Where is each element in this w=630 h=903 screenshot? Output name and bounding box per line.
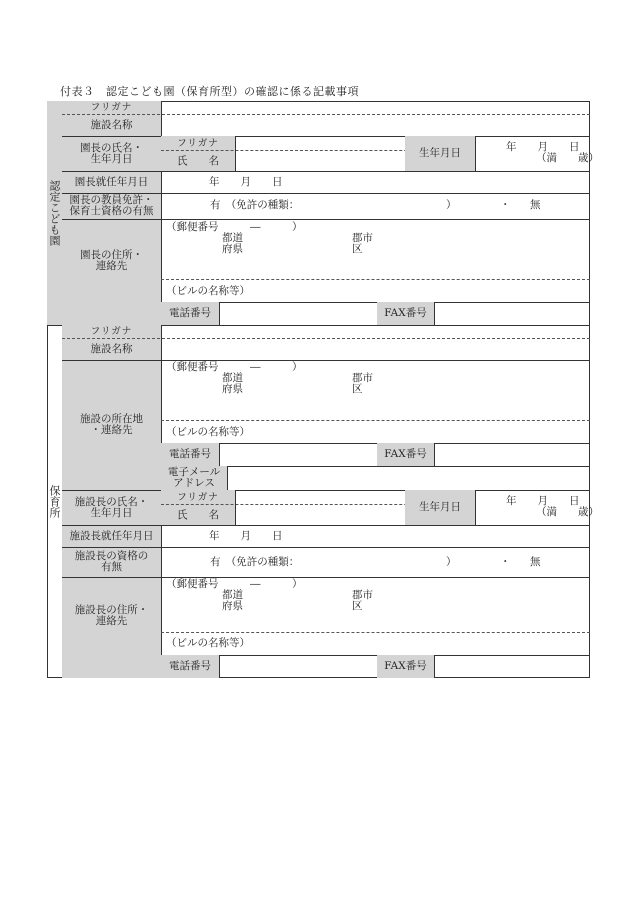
director-address-label: 園長の住所・ 連絡先 <box>80 248 143 272</box>
director-name-input[interactable] <box>235 136 405 171</box>
pref-label: 都道 府県 <box>222 232 243 255</box>
phone-input[interactable] <box>219 655 377 678</box>
phone-label: 電話番号 <box>169 448 211 460</box>
birth-age-text: （満 歳） <box>536 152 599 164</box>
building-label: （ビルの名称等） <box>166 426 250 438</box>
dashed-divider <box>161 420 590 421</box>
furigana-label: フリガナ <box>90 102 133 113</box>
city-label: 郡市 区 <box>352 589 373 612</box>
birth-label: 生年月日 <box>419 147 461 159</box>
fax-input[interactable] <box>434 655 590 678</box>
dashed-divider <box>161 279 590 280</box>
section1-label: 認定こども園 <box>48 180 61 246</box>
facility-name-input[interactable] <box>161 101 590 136</box>
postal-label: （郵便番号 ― ） <box>166 221 303 233</box>
name-sublabel: 氏 名 <box>177 154 219 167</box>
head-license-label: 施設長の資格の 有無 <box>74 550 149 573</box>
license-dot: ・ <box>500 199 511 211</box>
dashed-divider <box>161 632 590 633</box>
pref-label: 都道 府県 <box>222 372 243 395</box>
fax-input[interactable] <box>434 443 590 466</box>
director-start-value: 年 月 日 <box>209 176 283 188</box>
facility-name-label: 施設名称 <box>90 118 133 131</box>
name-sublabel: 氏 名 <box>177 508 219 521</box>
license-no-text: 無 <box>530 556 541 568</box>
license-yes-text: 有 （免許の種類： <box>210 199 300 211</box>
facility-address-label: 施設の所在地 ・連絡先 <box>80 413 143 436</box>
phone-input[interactable] <box>219 443 377 466</box>
license-yes-text: 有 （免許の種類： <box>210 556 300 568</box>
fax-label: FAX番号 <box>384 307 427 319</box>
fax-input[interactable] <box>434 302 590 325</box>
birth-ymd-text: 年 月 日 <box>506 141 580 153</box>
postal-label: （郵便番号 ― ） <box>166 361 303 373</box>
head-address-label: 施設長の住所・ 連絡先 <box>74 604 149 627</box>
birth-age-text: （満 歳） <box>536 506 599 518</box>
fax-label: FAX番号 <box>384 448 427 460</box>
head-start-label: 施設長就任年月日 <box>69 529 154 542</box>
section2-label: 保育所 <box>48 485 61 518</box>
license-no-text: 無 <box>530 199 541 211</box>
pref-label: 都道 府県 <box>222 589 243 612</box>
head-name-input[interactable] <box>235 490 405 525</box>
license-close: ） <box>446 199 457 211</box>
form-title: 付表３ 認定こども園（保育所型）の確認に係る記載事項 <box>60 85 359 98</box>
postal-label: （郵便番号 ― ） <box>166 578 303 590</box>
license-close: ） <box>446 556 457 568</box>
email-label: 電子メール アドレス <box>167 466 221 489</box>
furigana-sublabel: フリガナ <box>177 137 219 149</box>
head-name-birth-label: 施設長の氏名・ 生年月日 <box>74 495 149 519</box>
furigana-sublabel: フリガナ <box>177 491 219 503</box>
director-start-label: 園長就任年月日 <box>74 175 149 188</box>
license-dot: ・ <box>500 556 511 568</box>
director-license-label: 園長の教員免許・ 保育士資格の有無 <box>69 194 154 217</box>
city-label: 郡市 区 <box>352 372 373 395</box>
birth-ymd-text: 年 月 日 <box>506 495 580 507</box>
email-input[interactable] <box>227 466 590 490</box>
phone-input[interactable] <box>219 302 377 325</box>
phone-label: 電話番号 <box>169 660 211 672</box>
head-start-value: 年 月 日 <box>209 530 283 542</box>
facility-name-label: 施設名称 <box>90 342 133 355</box>
furigana-label: フリガナ <box>90 326 133 337</box>
birth-label: 生年月日 <box>419 501 461 513</box>
city-label: 郡市 区 <box>352 232 373 255</box>
facility-name-input[interactable] <box>161 325 590 360</box>
building-label: （ビルの名称等） <box>166 285 250 297</box>
director-name-birth-label: 園長の氏名・ 生年月日 <box>80 141 143 165</box>
fax-label: FAX番号 <box>384 660 427 672</box>
building-label: （ビルの名称等） <box>166 637 250 649</box>
phone-label: 電話番号 <box>169 307 211 319</box>
